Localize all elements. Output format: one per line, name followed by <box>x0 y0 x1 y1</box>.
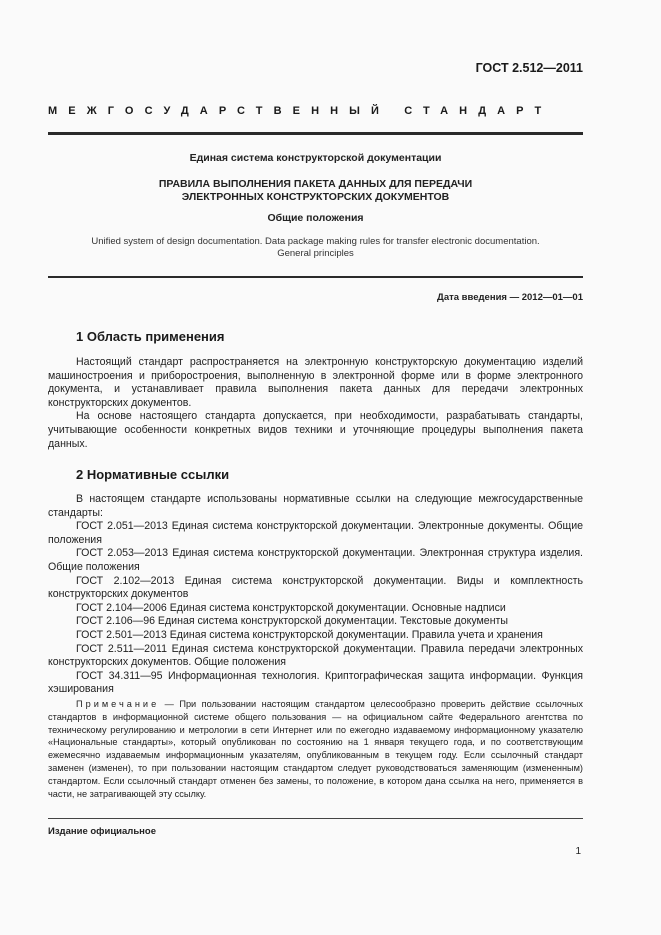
section-2-heading: 2 Нормативные ссылки <box>76 467 230 482</box>
introduction-date: Дата введения — 2012—01—01 <box>437 292 583 303</box>
paragraph: В настоящем стандарте использованы нормативные ссылки на следующие межгосударственные стандарты: <box>48 493 583 519</box>
title-line-2: ЭЛЕКТРОННЫХ КОНСТРУКТОРСКИХ ДОКУМЕНТОВ <box>181 191 450 203</box>
title-line-1: ПРАВИЛА ВЫПОЛНЕНИЯ ПАКЕТА ДАННЫХ ДЛЯ ПЕРЕДАЧИ <box>158 178 473 190</box>
reference-item: ГОСТ 34.311—95 Информационная технология. Криптографическая защита информации. Функция хэширования <box>48 669 583 696</box>
standard-banner: МЕЖГОСУДАРСТВЕННЫЙ СТАНДАРТ <box>48 105 553 117</box>
note-paragraph <box>48 698 583 800</box>
document-title <box>48 178 583 204</box>
reference-item: ГОСТ 2.053—2013 Единая система конструкторской документации. Электронная структура изделия. Общие положения <box>48 547 583 573</box>
paragraph: Настоящий стандарт распространяется на электронную конструкторскую документацию изделий машиностроения и приборостроения, выполненную в электронной форме или в форме электронного документа, и устанавливает правила выполнения пакета данных для передачи электронных конструкторских документов. <box>48 356 583 409</box>
document-subtitle: Общие положения <box>267 212 364 224</box>
reference-item: ГОСТ 2.051—2013 Единая система конструкторской документации. Электронные документы. Общие положения <box>48 520 583 546</box>
system-name: Единая система конструкторской документации <box>189 152 442 164</box>
reference-item: ГОСТ 2.511—2011 Единая система конструкторской документации. Правила передачи электронных конструкторских документов. Общие положения <box>48 642 583 669</box>
section-1-heading: 1 Область применения <box>76 329 225 344</box>
section-2-body <box>48 493 583 697</box>
header-rule <box>48 132 583 135</box>
footer-rule <box>48 818 583 819</box>
reference-item: ГОСТ 2.102—2013 Единая система конструкторской документации. Виды и комплектность конструкторских документов <box>48 574 583 601</box>
paragraph: На основе настоящего стандарта допускается, при необходимости, разрабатывать стандарты, учитывающие особенности конкретных видов техники и уточняющие процедуры выполнения пакета данных. <box>48 410 583 450</box>
reference-item: ГОСТ 2.501—2013 Единая система конструкторской документации. Правила учета и хранения <box>76 628 543 641</box>
note-text: — При пользовании настоящим стандартом целесообразно проверить действие ссылочных стандартов в информационной системе общего пользования — на официальном сайте Федерального агентства по техническому регулированию и метрологии в сети Интернет или по ежегодно издаваемому информационному указателю «Национальные стандарты», который опубликован по состоянию на 1 января текущего года, и по соответствующим ежемесячно издаваемым информационным указателям, опубликованным в текущем году. Если ссылочный стандарт заменен (изменен), то при пользовании настоящим стандартом следует руководствоваться заменяющим (измененным) стандартом. Если ссылочный стандарт отменен без замены, то положение, в котором дана ссылка на него, применяется в части, не затрагивающей эту ссылку. <box>48 699 583 799</box>
reference-item: ГОСТ 2.106—96 Единая система конструкторской документации. Текстовые документы <box>76 615 509 628</box>
english-title <box>48 236 583 260</box>
note-label: Примечание <box>76 699 160 709</box>
note-block <box>48 698 583 800</box>
english-title-line-1: Unified system of design documentation. Data package making rules for transfer electronic documentation. <box>91 236 540 247</box>
section-1-body <box>48 356 583 451</box>
reference-item: ГОСТ 2.104—2006 Единая система конструкторской документации. Основные надписи <box>76 601 506 614</box>
english-title-line-2: General principles <box>277 248 354 259</box>
title-rule <box>48 276 583 278</box>
standard-number: ГОСТ 2.512—2011 <box>475 61 583 75</box>
official-edition: Издание официальное <box>48 826 156 837</box>
page-number: 1 <box>575 846 581 857</box>
